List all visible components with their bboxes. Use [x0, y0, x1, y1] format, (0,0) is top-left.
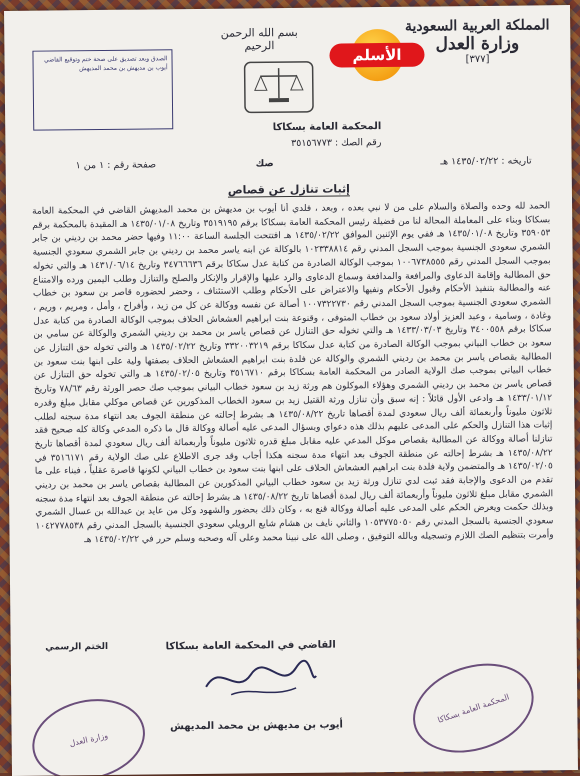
- court-name: المحكمة العامة بسكاكا: [273, 121, 382, 133]
- logo-text: الأسلم: [329, 43, 424, 68]
- official-seal-label: الختم الرسمي: [32, 642, 122, 653]
- court-round-stamp: المحكمة العامة بسكاكا: [401, 649, 545, 768]
- page-number: صفحة رقم : ١ من ١: [76, 159, 157, 171]
- document-kind: صك: [256, 158, 274, 169]
- court-emblem-icon: [239, 58, 320, 117]
- ministry-round-stamp: وزارة العدل: [24, 689, 152, 776]
- watermark-logo: [329, 29, 425, 86]
- judge-title: القاضي في المحكمة العامة بسكاكا: [131, 639, 371, 653]
- basmala: بسم الله الرحمن الرحيم: [204, 26, 314, 53]
- document-body: الحمد لله وحده والصلاة والسلام على من لا نبي بعده ، وبعد ، فلدي أنا أيوب بن مديهش بن محمد المديهش القاضي في المحكمة العامة بسكاكا وبناء على المعاملة المحالة لنا من فضيلة رئيس المحكمة العامة بسكاكا برقم ٣٥١٩١٩٥ وتاريخ ١٤٣٥/٠١/٠٨ هـ المقيدة بالمحكمة برقم ٣٥٩٠٥٣ وتاريخ ١٤٣٥/٠١/٠٨ هـ ففي يوم الإثنين الموافق ١٤٣٥/٠٢/٢٢ هـ افتتحت الجلسة الساعة ١١:٠٠ وفيها حضر محمد بن رديني بن جابر الشمري سعودي الجنسية بموجب السجل المدني رقم ١٠٢٣٣٨٨١٤ بالوكالة عن ابنه ياسر محمد بن رديني بن جابر الشمري سعودي الجنسية بموجب السجل المدني رقم ١٠٠٦٧٣٨٥٥٥ بموجب الوكالة الصادرة من كتابة عدل سكاكا برقم ٣٤٧٦٦٦٣٦ وتاريخ ١٤٣١/٠٦/١٤ هـ والتي تخوله حق المطالبة وإقامة الدعاوى والمرافعة والمدافعة وسماع الدعاوى والرد عليها والإقرار والإنكار والصلح والتنازل وطلب اليمين ورده والامتناع عنه والمطالبة بتنفيذ الأحكام وقبول الأحكام ونفيها والاعتراض على الأحكام وطلب الاستئناف ، وحضر لحضوره قاصر بن سعود بن خطاب الشمري سعودي الجنسية بموجب السجل المدني رقم ١٠٠٧٣٢٢٧٣٠ أصالة عن نفسه ووكالة عن كل من زيد ، وأفراح ، وأمل ، ومريم ، وريم ، وغادة ، وسامية ، وعبد العزيز أولاد سعود بن خطاب المتوفى ، وقنوعة بنت ابراهيم العشعاش الحلاف بموجب الوكالة الصادرة من كتابة عدل سكاكا برقم ٣٤٠٠٥٥٨ وتاريخ ١٤٣٣/٠٣/٠٣ هـ والتي تخوله حق التنازل عن قصاص ياسر بن محمد بن رديني الشمري والوكالة عن سامي بن سعود بن خطاب البياني بموجب الوكالة الصادرة من كتابة عدل سكاكا برقم ٣٣٢٠٠٣٢١٩ وتاريخ ١٤٣٥/٠٢/٢٢ هـ والتي تخوله حق التنازل عن المطالبة بقصاص ياسر بن محمد بن رديني الشمري والوكالة عن فلدة بنت ابراهيم العشعاش الحلاف بصفتها ولية على ابنها بنت سعود بن خطاب البياني بموجب صك الولاية الصادر من المحكمة العامة بسكاكا برقم ٣٥١٦٧١٠ وتاريخ ١٤٣٥/٠٢/٠٥ هـ والتي تخوله حق التنازل عن قصاص ياسر بن محمد بن رديني الشمري وهؤلاء الموكلون هم ورثة زيد بن سعود خطاب البياني بموجب صك حصر الورثة رقم ٧٨/٦٣ وتاريخ ١٤٣٣/٠١/١٢ هـ وادعى الأول قائلاً : إنه سبق وأن تنازل ورثة القتيل زيد بن سعود الخطاب المذكورين عن قصاص موكلي مقابل مبلغ وقدره ثلاثون مليوناً وأربعمائة ألف ريال سعودي لمدة أقصاها تاريخ ١٤٣٥/٠٨/٢٢ هـ بشرط إحالته عن منطقة الجوف بعد انتهاء مدة سجنه لطلب إثبات هذا التنازل والحكم على المدعى عليهم بذلك هذه دعواي وبسؤال المدعى عليه أصالة ووكالة قال ما ذكره المدعي وكالة كله صحيح فقد تنازلنا أصالة ووكالة عن المطالبة بقصاص موكل المدعي عليه مقابل مبلغ قدره ثلاثون مليوناً وأربعمائة ألف ريال سعودي لمدة أقصاها تاريخ ١٤٣٥/٠٨/٢٢ هـ بشرط إحالته عن منطقة الجوف بعد انتهاء مدة سجنه هكذا أجاب وقد جرى الاطلاع على صك الولاية رقم ٣٥١٦١٧١ في ١٤٣٥/٠٢/٠٥ هـ والمتضمن ولاية فلدة بنت ابراهيم العشعاش الحلاف على ابنها بنت سعود بن خطاب البياني لكونها قاصرة عقلياً ، فبناء على ما تقدم من الدعوى والإجابة فقد ثبت لدي تنازل ورثة زيد بن سعود خطاب البياني المذكورين عن المطالبة بقصاص ياسر بن محمد بن رديني الشمري مقابل مبلغ ثلاثون مليوناً وأربعمائة ألف ريال لمدة أقصاها تاريخ ١٤٣٥/٠٨/٢٢ هـ بشرط إحالته عن منطقة الجوف بعد انتهاء مدة سجنه وبذلك حكمت ويعرض الحكم على المدعى عليه أصالة ووكالة قنع به ، وكان ذلك بحضور والشهود وكل من عايد بن عبدالله بن عسال الشمري سعودي الجنسية بالسجل المدني رقم ١٠٥٣٧٧٥٠٥٠ والثاني نايف بن هشام شايع الرويلي سعودي الجنسية بالسجل المدني رقم ١٠٤٢٧٧٨٥٣٨ وأمرت بتنظيم الصك اللازم وتسجيله وبالله التوفيق ، وصلى الله على نبينا محمد وعلى آله وصحبه وسلم حرر في ١٤٣٥/٠٢/٢٢ هـ: [32, 200, 554, 620]
- document-title-text: إثبات تنازل عن قصاص: [228, 182, 350, 197]
- ministry-name: وزارة العدل: [402, 33, 552, 55]
- letterhead: [402, 17, 552, 66]
- document-date: تاريخه : ١٤٣٥/٠٢/٢٢ هـ: [440, 155, 531, 167]
- kingdom-name: المملكة العربية السعودية: [402, 17, 552, 35]
- judge-name: أيوب بن مديهش بن محمد المديهش: [141, 719, 371, 732]
- document-page: [4, 5, 578, 776]
- judge-signature-icon: [201, 656, 321, 702]
- document-title: [6, 180, 572, 199]
- certification-stamp-box: الصدق وبعد تصديق على صحة ختم وتوقيع القاضي أيوب بن مديهش بن محمد المديهش: [32, 49, 173, 130]
- form-number: [٣٧٧]: [402, 53, 552, 66]
- instrument-number: رقم الصك : ٣٥١٥٦٧٧٣: [291, 137, 381, 149]
